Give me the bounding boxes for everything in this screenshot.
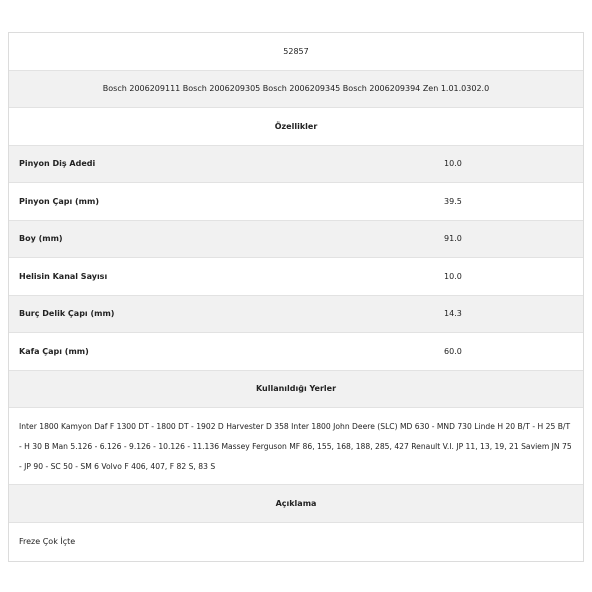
spec-label: Burç Delik Çapı (mm) [19, 309, 115, 319]
usage-text: Inter 1800 Kamyon Daf F 1300 DT - 1800 DT - 1902 D Harvester D 358 Inter 1800 John Deere (SLC) MD 630 - MND 730 Linde H 20 B/T - H 25 B/T - H 30 B Man 5.126 - 6.126 - 9.126 - 10.126 - 11.136 Massey Ferguson MF 86, 155, 168, 188, 285, 427 Renault V.I. JP 11, 13, 19, 21 Saviem JN 75 - JP 90 - SC 50 - SM 6 Volvo F 406, 407, F 82 S, 83 S [19, 422, 572, 471]
description-row [9, 523, 583, 561]
spec-row-length [9, 221, 583, 259]
description-heading: Açıklama [275, 498, 317, 508]
spec-label: Kafa Çapı (mm) [19, 346, 89, 356]
spec-value: 91.0 [444, 234, 462, 244]
description-text: Freze Çok İçte [19, 537, 76, 546]
usage-heading: Kullanıldığı Yerler [255, 384, 337, 394]
spec-value: 14.3 [444, 309, 462, 319]
cross-reference-row [9, 71, 583, 109]
spec-row-helix-grooves [9, 258, 583, 296]
usage-heading-row [9, 371, 583, 409]
spec-value: 39.5 [444, 196, 462, 206]
product-code: 52857 [283, 46, 309, 56]
spec-label: Helisin Kanal Sayısı [19, 271, 108, 281]
spec-row-head-diameter [9, 333, 583, 371]
usage-row [9, 408, 583, 485]
spec-row-pinion-diameter [9, 183, 583, 221]
spec-value: 10.0 [444, 271, 462, 281]
description-heading-row [9, 485, 583, 523]
spec-value: 60.0 [444, 346, 462, 356]
spec-value: 10.0 [444, 159, 462, 169]
spec-label: Pinyon Çapı (mm) [19, 196, 99, 206]
spec-label: Pinyon Diş Adedi [19, 159, 96, 169]
product-code-row [9, 33, 583, 71]
features-heading-row [9, 108, 583, 146]
cross-reference-text: Bosch 2006209111 Bosch 2006209305 Bosch 2006209345 Bosch 2006209394 Zen 1.01.0302.0 [102, 84, 490, 94]
spec-label: Boy (mm) [19, 234, 63, 244]
spec-row-pinion-teeth [9, 146, 583, 184]
spec-row-bushing-bore [9, 296, 583, 334]
features-heading: Özellikler [274, 121, 318, 131]
product-details-table [8, 32, 584, 562]
